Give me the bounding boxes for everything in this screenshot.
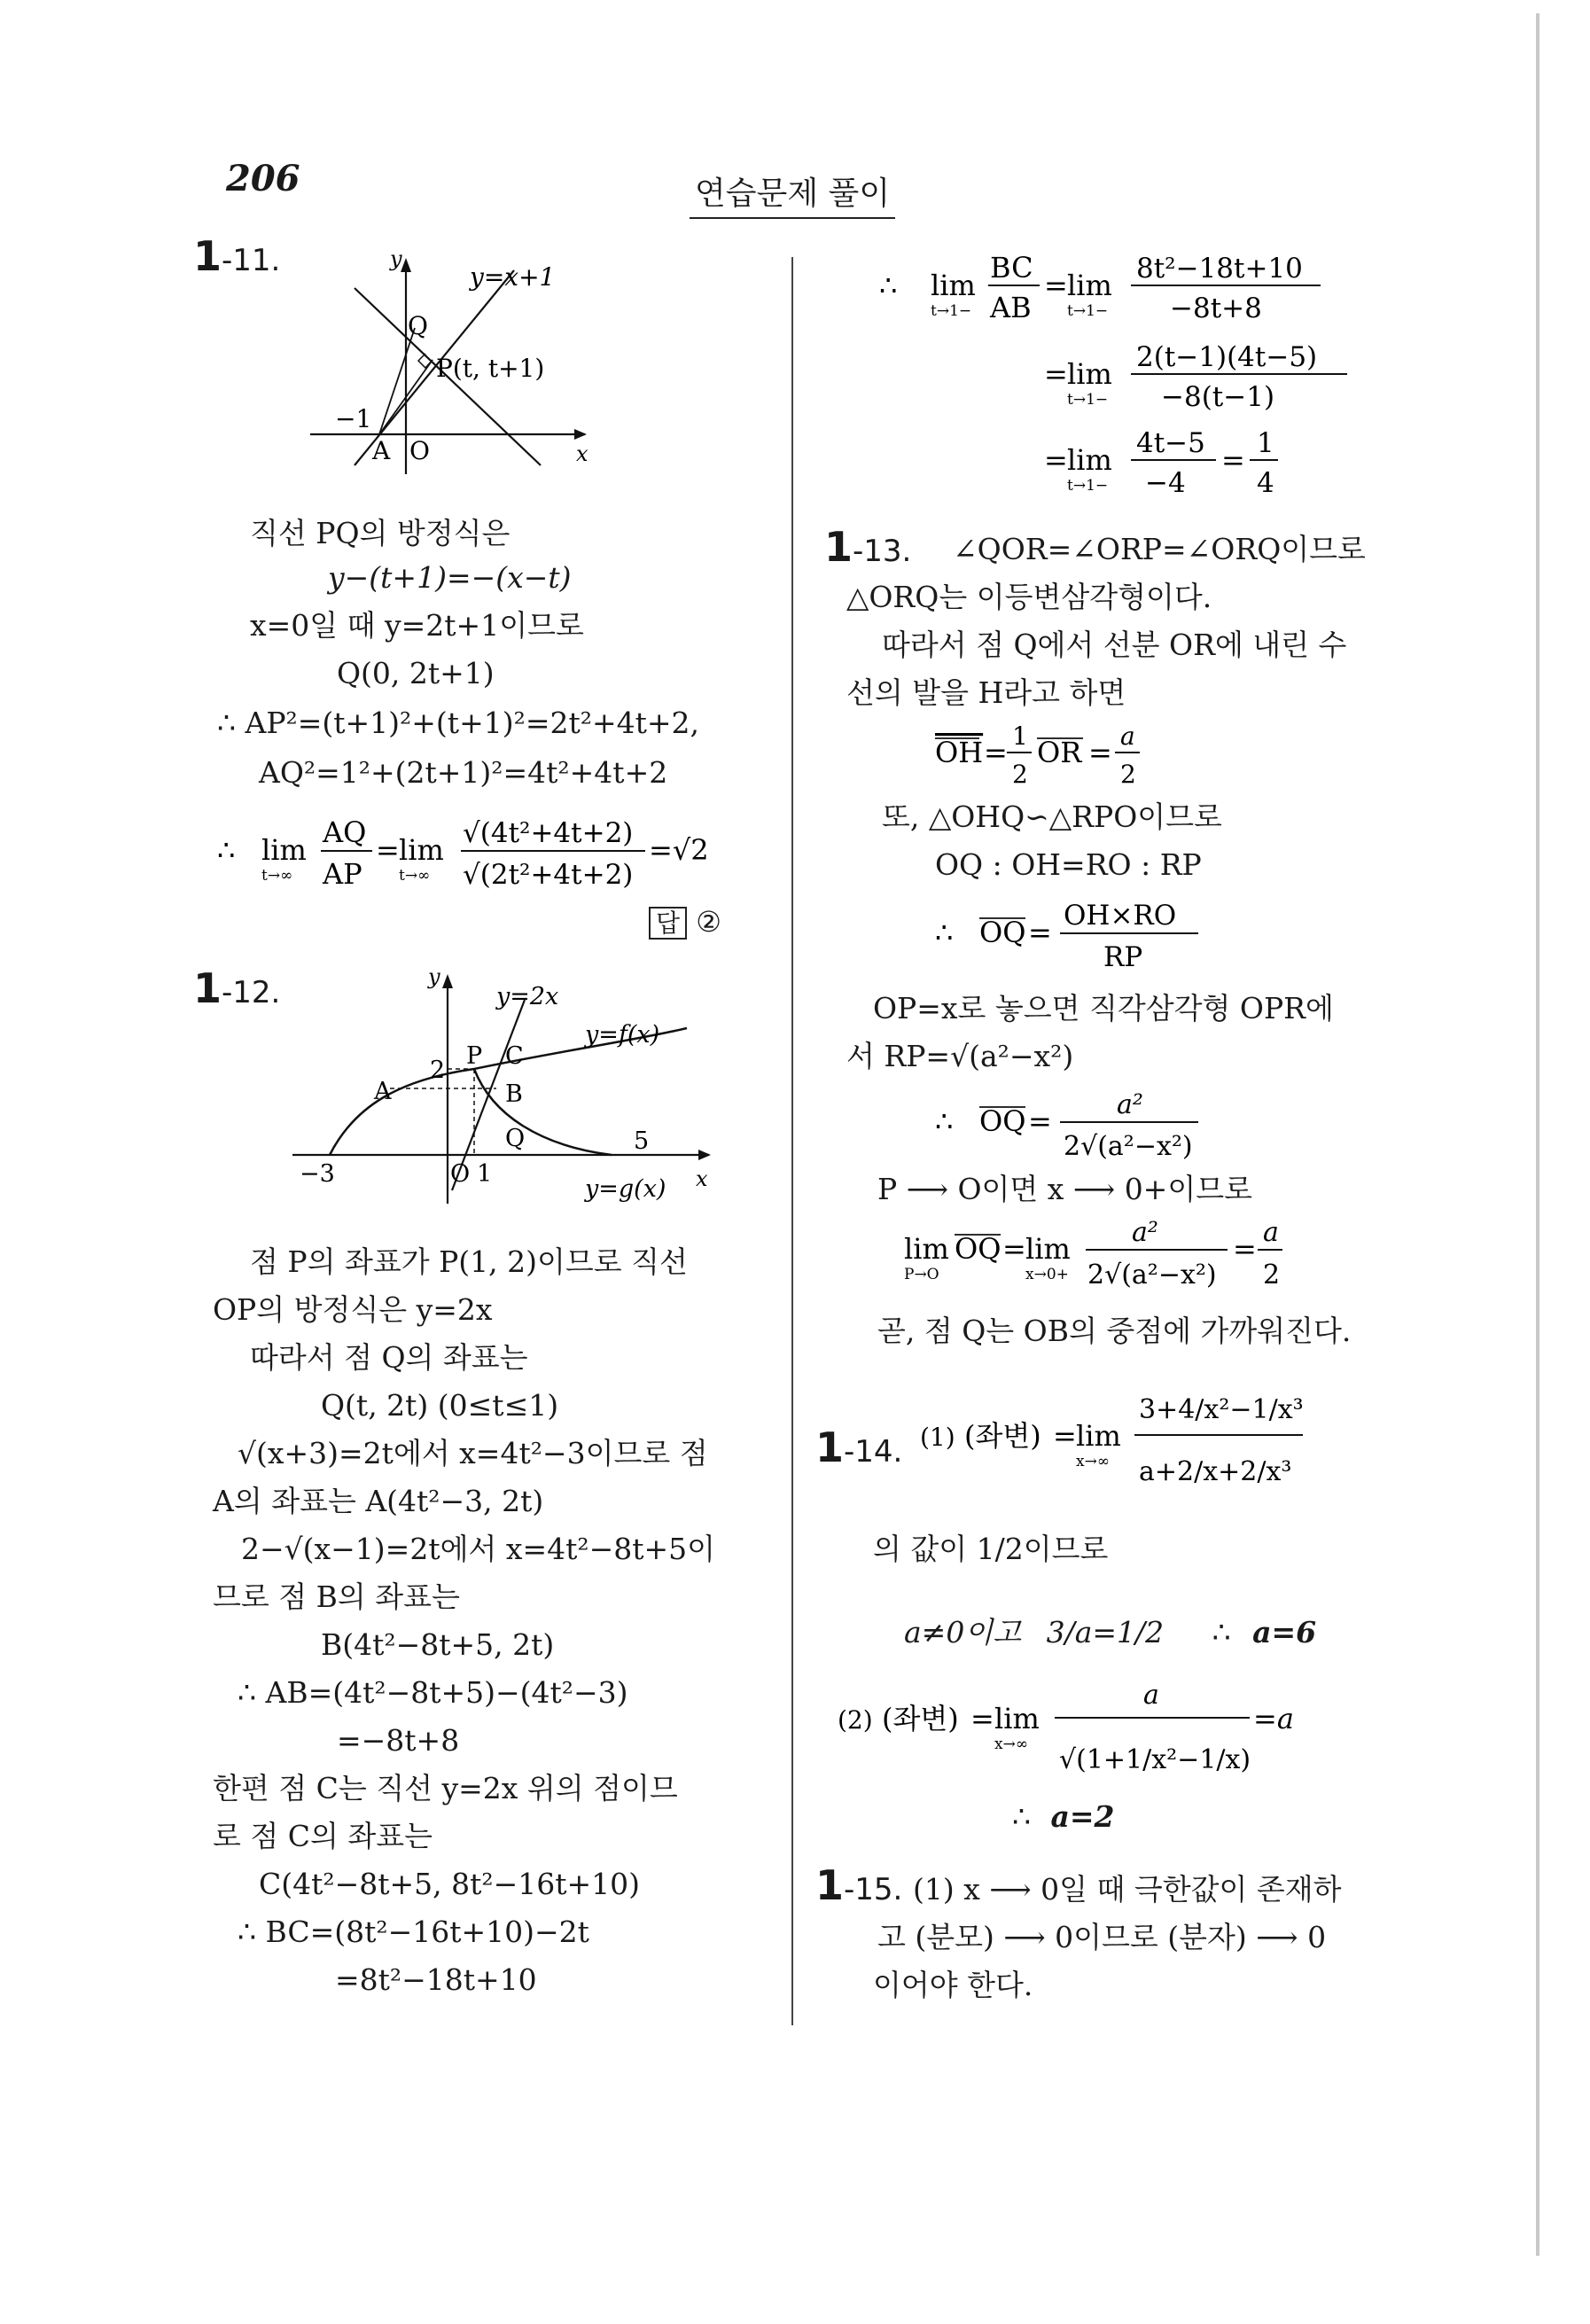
- graph-1-12: [292, 964, 727, 1213]
- limit-1-14-part2: [833, 1666, 1329, 1808]
- fraction-denominator: 2√(a²−x²): [1064, 1131, 1193, 1162]
- lim-symbol: lim: [904, 1232, 949, 1266]
- text-line: 2−√(x−1)=2t에서 x=4t²−8t+5이: [241, 1532, 716, 1566]
- fraction-denominator: √(2t²+4t+2): [463, 859, 634, 891]
- fraction-numerator: OH×RO: [1064, 900, 1177, 932]
- x-axis-arrow: [574, 429, 587, 440]
- equation-line: ∴ AP²=(t+1)²+(t+1)²=2t²+4t+2,: [217, 706, 700, 740]
- or-symbol: OR: [1037, 736, 1082, 769]
- text-line: P ⟶ O이면 x ⟶ 0+이므로: [877, 1172, 1252, 1206]
- fraction-denominator: a+2/x+2/x³: [1139, 1456, 1292, 1487]
- fraction-numerator: a: [1143, 1680, 1159, 1711]
- curve-g: [474, 1069, 612, 1155]
- x-axis-arrow: [698, 1150, 711, 1160]
- tick-two: 2: [430, 1057, 446, 1084]
- fraction-numerator: 1: [1012, 721, 1028, 751]
- fraction-denominator: AB: [990, 291, 1032, 324]
- lim-symbol: lim: [1067, 269, 1112, 302]
- fraction-denominator: RP: [1103, 941, 1143, 973]
- equals-sign: =: [1233, 1232, 1257, 1266]
- text-line: (1) x ⟶ 0일 때 극한값이 존재하: [913, 1872, 1342, 1907]
- equation-line: B(4t²−8t+5, 2t): [321, 1627, 555, 1662]
- y-axis-label: y: [390, 246, 402, 271]
- point-q-label: Q: [408, 311, 428, 340]
- text-line: 따라서 점 Q의 좌표는: [250, 1340, 528, 1375]
- oq-equation-2: [931, 1080, 1250, 1177]
- condition-line: [904, 1615, 1316, 1650]
- lim-symbol: lim: [931, 269, 976, 302]
- equals-sign: =: [376, 833, 400, 867]
- equation-line: Q(t, 2t) (0≤t≤1): [321, 1388, 559, 1423]
- text-line: 또, △OHQ∽△RPO이므로: [882, 799, 1222, 834]
- fraction-numerator: a: [1120, 721, 1135, 751]
- problem-number-1-13: 1-13.: [824, 523, 912, 571]
- segment-aq: [379, 328, 415, 434]
- fraction-numerator: 1: [1257, 427, 1274, 459]
- equation-line: AQ²=1²+(2t+1)²=4t²+4t+2: [259, 755, 668, 790]
- y-axis-arrow: [442, 974, 453, 988]
- fraction-denominator: 2: [1012, 760, 1028, 789]
- equals-sign: =: [1053, 1419, 1077, 1453]
- fraction-denominator: 2√(a²−x²): [1087, 1259, 1217, 1291]
- fraction-numerator: BC: [990, 251, 1033, 285]
- tick-one: 1: [477, 1160, 493, 1188]
- point-b-label: B: [505, 1080, 523, 1108]
- fraction-numerator: a²: [1132, 1217, 1158, 1248]
- text-line: x=0일 때 y=2t+1이므로: [250, 608, 584, 643]
- x-axis-label: x: [696, 1166, 708, 1191]
- condition-fraction: 3/a=1/2: [1046, 1615, 1165, 1649]
- lim-subscript: x→0+: [1025, 1266, 1069, 1283]
- y-axis-label: y: [428, 964, 440, 989]
- fraction-numerator: 4t−5: [1136, 427, 1205, 459]
- fraction-numerator: AQ: [323, 815, 367, 849]
- fraction-numerator: a: [1263, 1217, 1279, 1248]
- equals-sign: =: [970, 1702, 994, 1735]
- y-axis-arrow: [401, 258, 411, 272]
- column-divider: [791, 257, 793, 2025]
- text-line: ∠QOR=∠ORP=∠ORQ이므로: [953, 532, 1366, 566]
- text-line: A의 좌표는 A(4t²−3, 2t): [213, 1484, 544, 1518]
- problem-number-1-15: 1-15.: [815, 1861, 903, 1909]
- fraction-denominator: −8t+8: [1170, 292, 1262, 324]
- lim-symbol: lim: [1067, 443, 1112, 477]
- f-label: y=f(x): [585, 1021, 660, 1049]
- equation-line: ∴ AB=(4t²−8t+5)−(4t²−3): [238, 1675, 628, 1710]
- text-line: 의 값이 1/2이므로: [873, 1532, 1109, 1566]
- oh-symbol: OH: [935, 736, 984, 769]
- therefore-symbol: ∴: [1212, 1615, 1231, 1649]
- text-line: 직선 PQ의 방정식은: [250, 516, 511, 550]
- fraction-numerator: 2(t−1)(4t−5): [1136, 341, 1318, 373]
- tick-five: 5: [634, 1127, 650, 1155]
- minus-one-label: −1: [335, 404, 372, 433]
- equals-sign: =: [1028, 1104, 1052, 1138]
- lim-subscript: P→O: [904, 1266, 939, 1283]
- text-line: OP=x로 놓으면 직각삼각형 OPR에: [873, 991, 1334, 1026]
- lim-subscript: t→1−: [1067, 391, 1109, 409]
- graph-1-11: [301, 244, 603, 479]
- answer-value: ②: [696, 905, 721, 939]
- equals-sign: =: [1088, 736, 1112, 769]
- lim-symbol: lim: [261, 833, 307, 867]
- equals-sign: =: [1002, 1232, 1026, 1266]
- lim-subscript: t→1−: [931, 302, 972, 320]
- problem-number-1-14: 1-14.: [815, 1423, 903, 1471]
- point-a-label: A: [374, 1078, 392, 1105]
- fraction-numerator: a²: [1117, 1089, 1143, 1120]
- text-line: OP의 방정식은 y=2x: [213, 1292, 493, 1327]
- fraction-denominator: 2: [1120, 760, 1136, 789]
- fraction-numerator: 8t²−18t+10: [1136, 253, 1303, 285]
- therefore-symbol: ∴: [935, 916, 954, 949]
- page-edge-shadow: [1536, 13, 1539, 2256]
- tick-minus-three: −3: [300, 1160, 335, 1188]
- lim-symbol: lim: [1025, 1232, 1071, 1266]
- equals-sign: =: [1044, 357, 1068, 391]
- lhs-label: (좌변): [964, 1419, 1041, 1453]
- fraction-denominator: −8(t−1): [1161, 381, 1275, 413]
- lim-subscript: x→∞: [1076, 1453, 1110, 1470]
- problem-number-1-11: 1-11.: [193, 232, 281, 280]
- lim-symbol: lim: [1067, 357, 1112, 391]
- limit-oq: [900, 1213, 1343, 1310]
- answer-label-box: 답: [649, 907, 687, 940]
- lim-subscript: x→∞: [994, 1735, 1028, 1753]
- text-line: 고 (분모) ⟶ 0이므로 (분자) ⟶ 0: [877, 1920, 1327, 1954]
- origin-label: O: [450, 1160, 471, 1188]
- equals-sign: =: [1044, 443, 1068, 477]
- text-line: 점 P의 좌표가 P(1, 2)이므로 직선: [250, 1244, 688, 1279]
- oq-symbol: OQ: [955, 1232, 1002, 1266]
- equals-sign: =: [1221, 443, 1245, 477]
- limit-result: =√2: [649, 833, 709, 867]
- answer-mark: [649, 904, 721, 940]
- page-number: 206: [226, 158, 300, 199]
- result-line: [1012, 1799, 1115, 1835]
- lim-symbol: lim: [399, 833, 444, 867]
- line-label: y=x+1: [470, 262, 556, 292]
- lim-symbol: lim: [994, 1702, 1040, 1735]
- limit-bc-ab: [877, 246, 1374, 512]
- text-line: 한편 점 C는 직선 y=2x 위의 점이므: [213, 1771, 678, 1805]
- page-title: 연습문제 풀이: [690, 168, 895, 219]
- fraction-denominator: AP: [323, 857, 362, 891]
- text-line: 므로 점 B의 좌표는: [213, 1579, 460, 1614]
- x-axis-label: x: [576, 441, 588, 466]
- lim-subscript: t→1−: [1067, 477, 1109, 495]
- condition-text: a≠0이고: [904, 1615, 1022, 1649]
- equation-line: C(4t²−8t+5, 8t²−16t+10): [259, 1867, 641, 1901]
- text-line: 곧, 점 Q는 OB의 중점에 가까워진다.: [877, 1314, 1352, 1348]
- oq-symbol: OQ: [979, 1104, 1026, 1138]
- oq-symbol: OQ: [979, 916, 1026, 949]
- lim-subscript: t→∞: [261, 867, 293, 885]
- equation-line: =8t²−18t+10: [335, 1962, 537, 1997]
- equation-line: y−(t+1)=−(x−t): [328, 560, 572, 595]
- text-line: √(x+3)=2t에서 x=4t²−3이므로 점: [238, 1436, 708, 1470]
- limit-1-14-part1: [913, 1369, 1356, 1525]
- therefore-symbol: ∴: [217, 833, 236, 867]
- fraction-denominator: √(1+1/x²−1/x): [1059, 1744, 1251, 1775]
- g-label: y=g(x): [585, 1175, 666, 1203]
- limit-1-11: [213, 802, 744, 900]
- equation-line: =−8t+8: [337, 1723, 460, 1758]
- result-value: a=2: [1050, 1799, 1115, 1834]
- fraction-denominator: 2: [1263, 1259, 1281, 1291]
- oq-equation-1: [931, 891, 1250, 988]
- point-a-label: A: [372, 436, 391, 465]
- fraction-denominator: 4: [1257, 467, 1274, 499]
- lim-subscript: t→∞: [399, 867, 431, 885]
- line-label: y=2x: [496, 983, 559, 1010]
- text-line: 이어야 한다.: [873, 1968, 1033, 2002]
- equals-sign: =: [1044, 269, 1068, 302]
- problem-number-1-12: 1-12.: [193, 964, 281, 1012]
- rhs-value: =a: [1253, 1702, 1294, 1735]
- fraction-denominator: −4: [1145, 467, 1186, 499]
- part-label: (2): [838, 1705, 873, 1735]
- lim-subscript: t→1−: [1067, 302, 1109, 320]
- point-p-label: P: [466, 1042, 483, 1070]
- text-line: 서 RP=√(a²−x²): [846, 1039, 1074, 1073]
- equals-sign: =: [984, 736, 1008, 769]
- therefore-symbol: ∴: [1012, 1799, 1031, 1834]
- part-label: (1): [920, 1423, 955, 1452]
- text-line: △ORQ는 이등변삼각형이다.: [846, 580, 1212, 614]
- fraction-numerator: √(4t²+4t+2): [463, 817, 634, 849]
- result-value: a=6: [1252, 1615, 1317, 1649]
- point-p-label: P(t, t+1): [436, 354, 545, 383]
- point-q-label: Q: [505, 1125, 526, 1152]
- therefore-symbol: ∴: [879, 269, 898, 302]
- therefore-symbol: ∴: [935, 1104, 954, 1138]
- lhs-label: (좌변): [882, 1702, 959, 1735]
- fraction-numerator: 3+4/x²−1/x³: [1139, 1394, 1304, 1425]
- lim-symbol: lim: [1076, 1419, 1121, 1453]
- equation-line: Q(0, 2t+1): [337, 656, 495, 690]
- text-line: 따라서 점 Q에서 선분 OR에 내린 수: [882, 628, 1347, 662]
- origin-label: O: [409, 436, 430, 465]
- oh-equation: [931, 714, 1250, 802]
- equation-line: ∴ BC=(8t²−16t+10)−2t: [238, 1915, 589, 1949]
- equation-line: OQ : OH=RO : RP: [935, 847, 1202, 882]
- point-c-label: C: [505, 1042, 524, 1070]
- text-line: 로 점 C의 좌표는: [213, 1819, 433, 1853]
- text-line: 선의 발을 H라고 하면: [846, 675, 1126, 710]
- equals-sign: =: [1028, 916, 1052, 949]
